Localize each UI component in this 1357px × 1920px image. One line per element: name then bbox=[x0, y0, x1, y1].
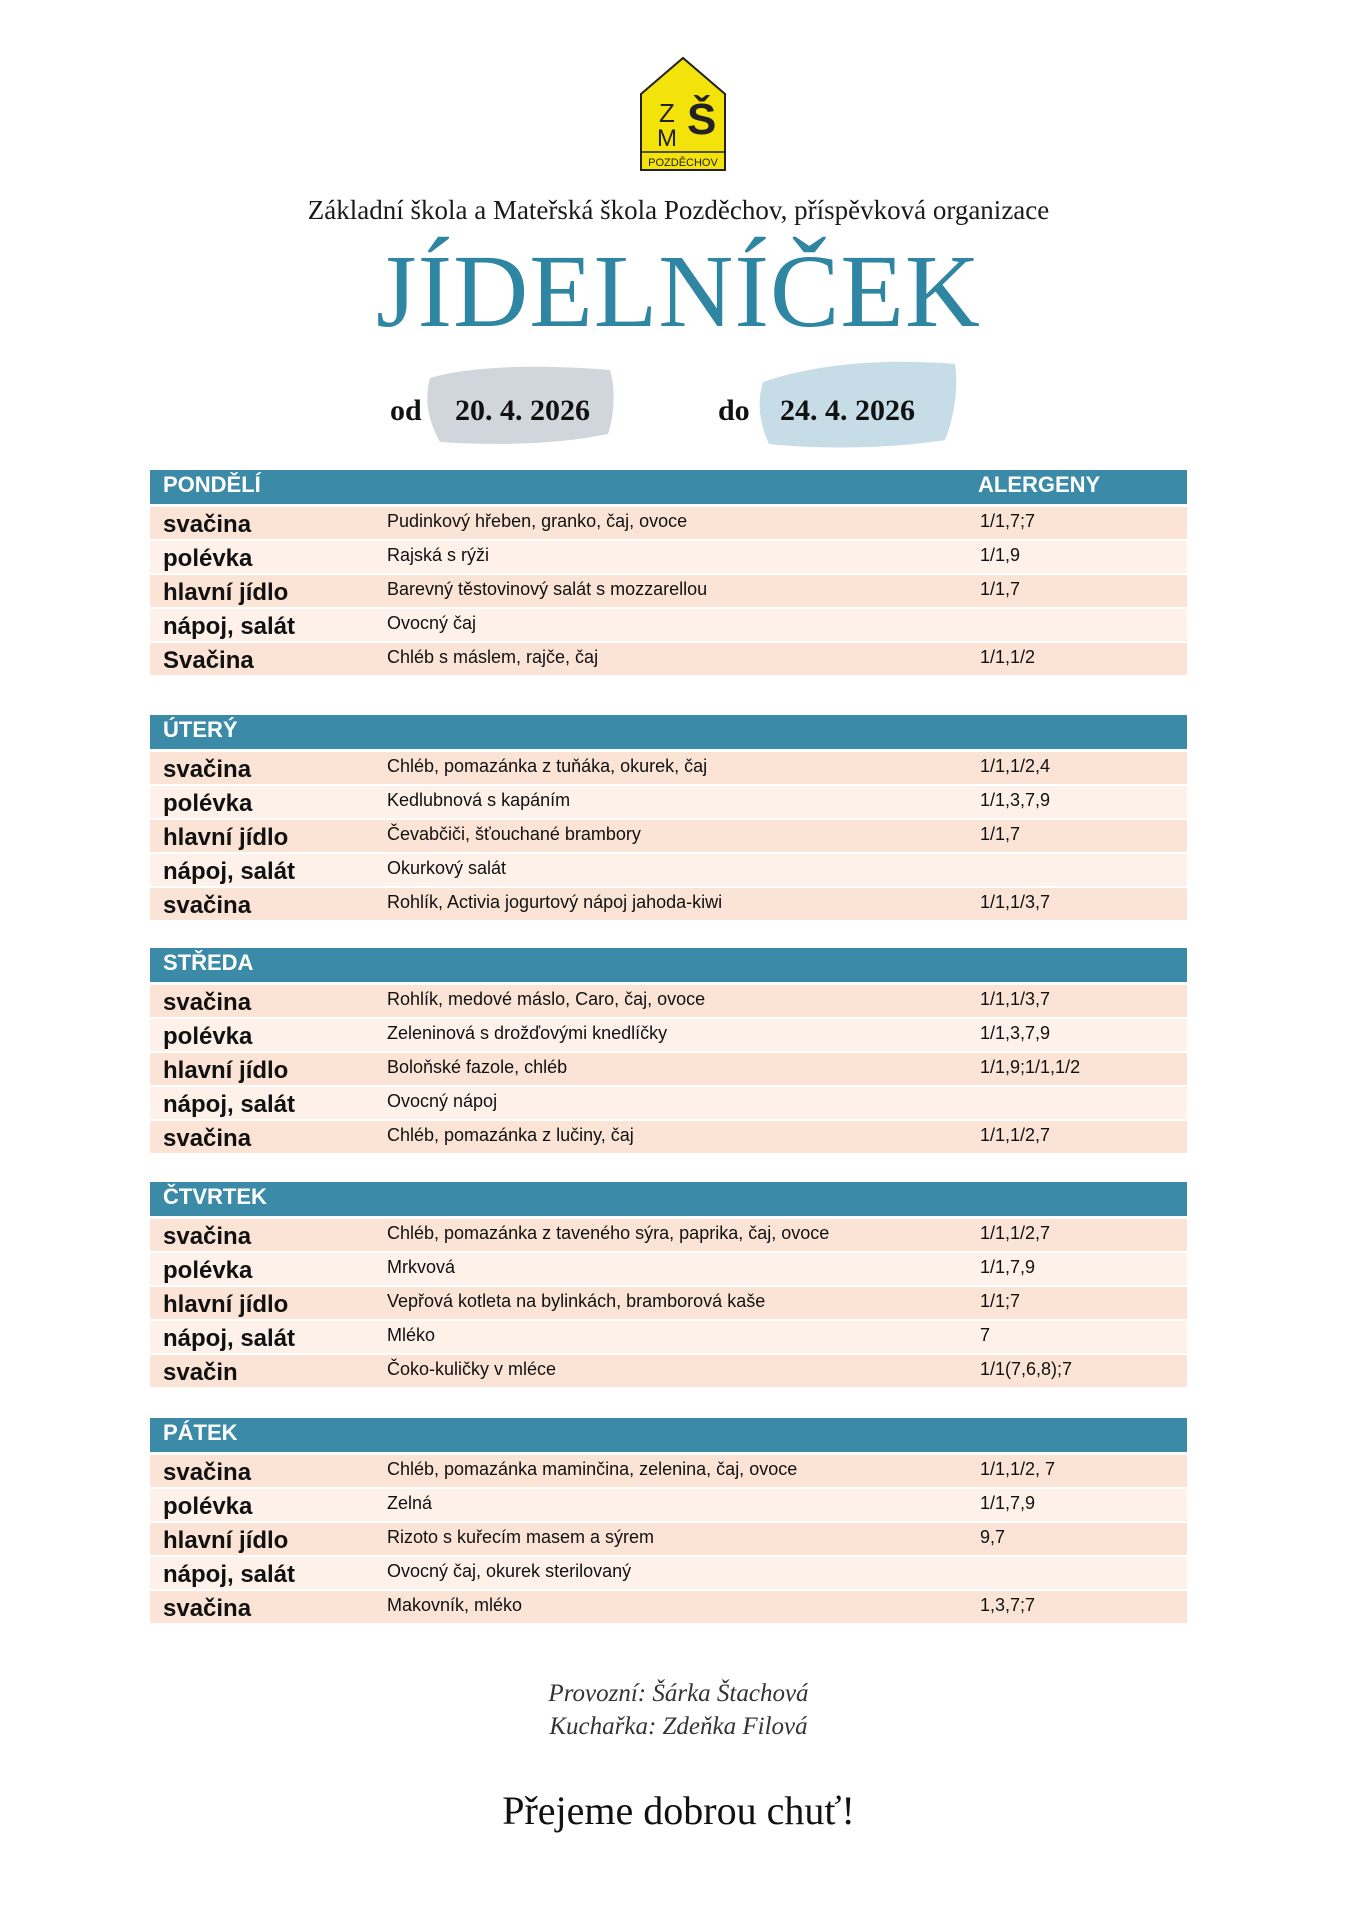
dish-name: Chléb s máslem, rajče, čaj bbox=[387, 647, 599, 667]
cook-name: Kuchařka: Zdeňka Filová bbox=[549, 1713, 808, 1740]
meal-label: hlavní jídlo bbox=[163, 1057, 289, 1084]
meal-label: nápoj, salát bbox=[163, 858, 296, 885]
meal-label: hlavní jídlo bbox=[163, 824, 289, 851]
dish-name: Čoko-kuličky v mléce bbox=[387, 1359, 557, 1379]
allergen-codes: 1/1,7 bbox=[980, 824, 1021, 844]
meal-label: polévka bbox=[163, 1493, 253, 1520]
meal-label: svačin bbox=[163, 1359, 238, 1386]
dish-name: Kedlubnová s kapáním bbox=[387, 790, 571, 810]
meal-label: hlavní jídlo bbox=[163, 1291, 289, 1318]
allergen-codes: 9,7 bbox=[980, 1527, 1006, 1547]
meal-label: hlavní jídlo bbox=[163, 579, 289, 606]
day-section bbox=[150, 1418, 1187, 1625]
menu-row bbox=[150, 888, 1187, 922]
logo-letter-m: M bbox=[657, 125, 677, 152]
page-title: JÍDELNÍČEK bbox=[375, 234, 981, 349]
allergen-codes: 1,3,7;7 bbox=[980, 1595, 1036, 1615]
allergen-codes: 1/1,7,9 bbox=[980, 1257, 1036, 1277]
allergen-codes: 1/1,9 bbox=[980, 545, 1021, 565]
logo-letter-s: Š bbox=[687, 95, 717, 144]
logo-caption: POZDĚCHOV bbox=[648, 157, 718, 169]
allergen-codes: 1/1,1/3,7 bbox=[980, 892, 1051, 912]
menu-row bbox=[150, 1287, 1187, 1321]
dish-name: Ovocný čaj, okurek sterilovaný bbox=[387, 1561, 632, 1581]
day-name: PÁTEK bbox=[163, 1420, 238, 1445]
day-name: ÚTERÝ bbox=[163, 717, 238, 742]
to-date: 24. 4. 2026 bbox=[780, 394, 915, 427]
dish-name: Chléb, pomazánka maminčina, zelenina, čaj, ovoce bbox=[387, 1459, 798, 1479]
meal-label: nápoj, salát bbox=[163, 613, 296, 640]
day-header bbox=[150, 715, 1187, 752]
to-label: do bbox=[718, 394, 750, 427]
allergen-codes: 1/1,7 bbox=[980, 579, 1021, 599]
meal-label: polévka bbox=[163, 1023, 253, 1050]
menu-row bbox=[150, 1019, 1187, 1053]
day-section bbox=[150, 470, 1187, 677]
allergen-codes: 1/1;7 bbox=[980, 1291, 1021, 1311]
meal-label: nápoj, salát bbox=[163, 1325, 296, 1352]
meal-label: svačina bbox=[163, 1595, 252, 1622]
allergen-codes: 1/1,7;7 bbox=[980, 511, 1036, 531]
menu-row bbox=[150, 609, 1187, 643]
day-name: ČTVRTEK bbox=[163, 1184, 267, 1209]
menu-row bbox=[150, 985, 1187, 1019]
allergen-codes: 1/1,7,9 bbox=[980, 1493, 1036, 1513]
menu-row bbox=[150, 1121, 1187, 1155]
dish-name: Barevný těstovinový salát s mozzarellou bbox=[387, 579, 708, 599]
meal-label: svačina bbox=[163, 892, 252, 919]
menu-row bbox=[150, 1591, 1187, 1625]
date-range bbox=[0, 360, 1357, 460]
day-section bbox=[150, 948, 1187, 1155]
menu-row bbox=[150, 1219, 1187, 1253]
dish-name: Mrkvová bbox=[387, 1257, 456, 1277]
meal-label: svačina bbox=[163, 511, 252, 538]
meal-label: nápoj, salát bbox=[163, 1091, 296, 1118]
day-header bbox=[150, 1182, 1187, 1219]
menu-row bbox=[150, 752, 1187, 786]
dish-name: Rohlík, medové máslo, Caro, čaj, ovoce bbox=[387, 989, 706, 1009]
school-name: Základní škola a Mateřská škola Pozděchov, příspěvková organizace bbox=[307, 195, 1050, 225]
menu-row bbox=[150, 854, 1187, 888]
from-label: od bbox=[390, 394, 422, 427]
allergen-codes: 1/1,3,7,9 bbox=[980, 790, 1051, 810]
operator-name: Provozní: Šárka Štachová bbox=[548, 1680, 809, 1707]
meal-label: svačina bbox=[163, 1125, 252, 1152]
day-header bbox=[150, 948, 1187, 985]
menu-row bbox=[150, 643, 1187, 677]
dish-name: Chléb, pomazánka z lučiny, čaj bbox=[387, 1125, 634, 1145]
allergen-codes: 1/1,1/2, 7 bbox=[980, 1459, 1056, 1479]
dish-name: Rizoto s kuřecím masem a sýrem bbox=[387, 1527, 655, 1547]
allergen-codes: 1/1(7,6,8);7 bbox=[980, 1359, 1073, 1379]
meal-label: svačina bbox=[163, 1459, 252, 1486]
menu-row bbox=[150, 1557, 1187, 1591]
menu-row bbox=[150, 1455, 1187, 1489]
dish-name: Rohlík, Activia jogurtový nápoj jahoda-kiwi bbox=[387, 892, 723, 912]
menu-row bbox=[150, 1053, 1187, 1087]
menu-row bbox=[150, 507, 1187, 541]
allergen-codes: 1/1,1/2,4 bbox=[980, 756, 1051, 776]
allergen-codes: 1/1,1/2 bbox=[980, 647, 1036, 667]
day-section bbox=[150, 1182, 1187, 1389]
meal-label: svačina bbox=[163, 1223, 252, 1250]
dish-name: Makovník, mléko bbox=[387, 1595, 523, 1615]
menu-row bbox=[150, 1321, 1187, 1355]
day-name: STŘEDA bbox=[163, 950, 254, 975]
meal-label: Svačina bbox=[163, 647, 254, 674]
dish-name: Boloňské fazole, chléb bbox=[387, 1057, 568, 1077]
menu-row bbox=[150, 786, 1187, 820]
allergens-header: ALERGENY bbox=[978, 472, 1101, 497]
dish-name: Zelná bbox=[387, 1493, 433, 1513]
logo-letter-z: Z bbox=[659, 98, 675, 128]
dish-name: Pudinkový hřeben, granko, čaj, ovoce bbox=[387, 511, 688, 531]
menu-row bbox=[150, 1489, 1187, 1523]
meal-label: polévka bbox=[163, 1257, 253, 1284]
meal-label: hlavní jídlo bbox=[163, 1527, 289, 1554]
dish-name: Chléb, pomazánka z taveného sýra, paprika, čaj, ovoce bbox=[387, 1223, 830, 1243]
dish-name: Mléko bbox=[387, 1325, 436, 1345]
allergen-codes: 1/1,3,7,9 bbox=[980, 1023, 1051, 1043]
menu-row bbox=[150, 1087, 1187, 1121]
dish-name: Čevabčiči, šťouchané brambory bbox=[387, 824, 641, 844]
menu-row bbox=[150, 820, 1187, 854]
meal-label: nápoj, salát bbox=[163, 1561, 296, 1588]
allergen-codes: 1/1,1/2,7 bbox=[980, 1125, 1051, 1145]
dish-name: Okurkový salát bbox=[387, 858, 507, 878]
dish-name: Chléb, pomazánka z tuňáka, okurek, čaj bbox=[387, 756, 708, 776]
dish-name: Vepřová kotleta na bylinkách, bramborová kaše bbox=[387, 1291, 766, 1311]
dish-name: Rajská s rýži bbox=[387, 545, 490, 565]
allergen-codes: 7 bbox=[980, 1325, 991, 1345]
allergen-codes: 1/1,1/3,7 bbox=[980, 989, 1051, 1009]
day-header bbox=[150, 1418, 1187, 1455]
dish-name: Ovocný nápoj bbox=[387, 1091, 498, 1111]
allergen-codes: 1/1,1/2,7 bbox=[980, 1223, 1051, 1243]
from-date: 20. 4. 2026 bbox=[455, 394, 590, 427]
menu-row bbox=[150, 1523, 1187, 1557]
meal-label: polévka bbox=[163, 545, 253, 572]
meal-label: polévka bbox=[163, 790, 253, 817]
closing-wish: Přejeme dobrou chuť! bbox=[502, 1788, 855, 1833]
meal-label: svačina bbox=[163, 756, 252, 783]
menu-row bbox=[150, 1355, 1187, 1389]
day-section bbox=[150, 715, 1187, 922]
meal-label: svačina bbox=[163, 989, 252, 1016]
school-logo bbox=[637, 56, 729, 174]
dish-name: Zeleninová s drožďovými knedlíčky bbox=[387, 1023, 668, 1043]
day-header bbox=[150, 470, 1187, 507]
allergen-codes: 1/1,9;1/1,1/2 bbox=[980, 1057, 1081, 1077]
dish-name: Ovocný čaj bbox=[387, 613, 477, 633]
menu-row bbox=[150, 575, 1187, 609]
menu-row bbox=[150, 1253, 1187, 1287]
day-name: PONDĚLÍ bbox=[163, 472, 261, 497]
menu-row bbox=[150, 541, 1187, 575]
